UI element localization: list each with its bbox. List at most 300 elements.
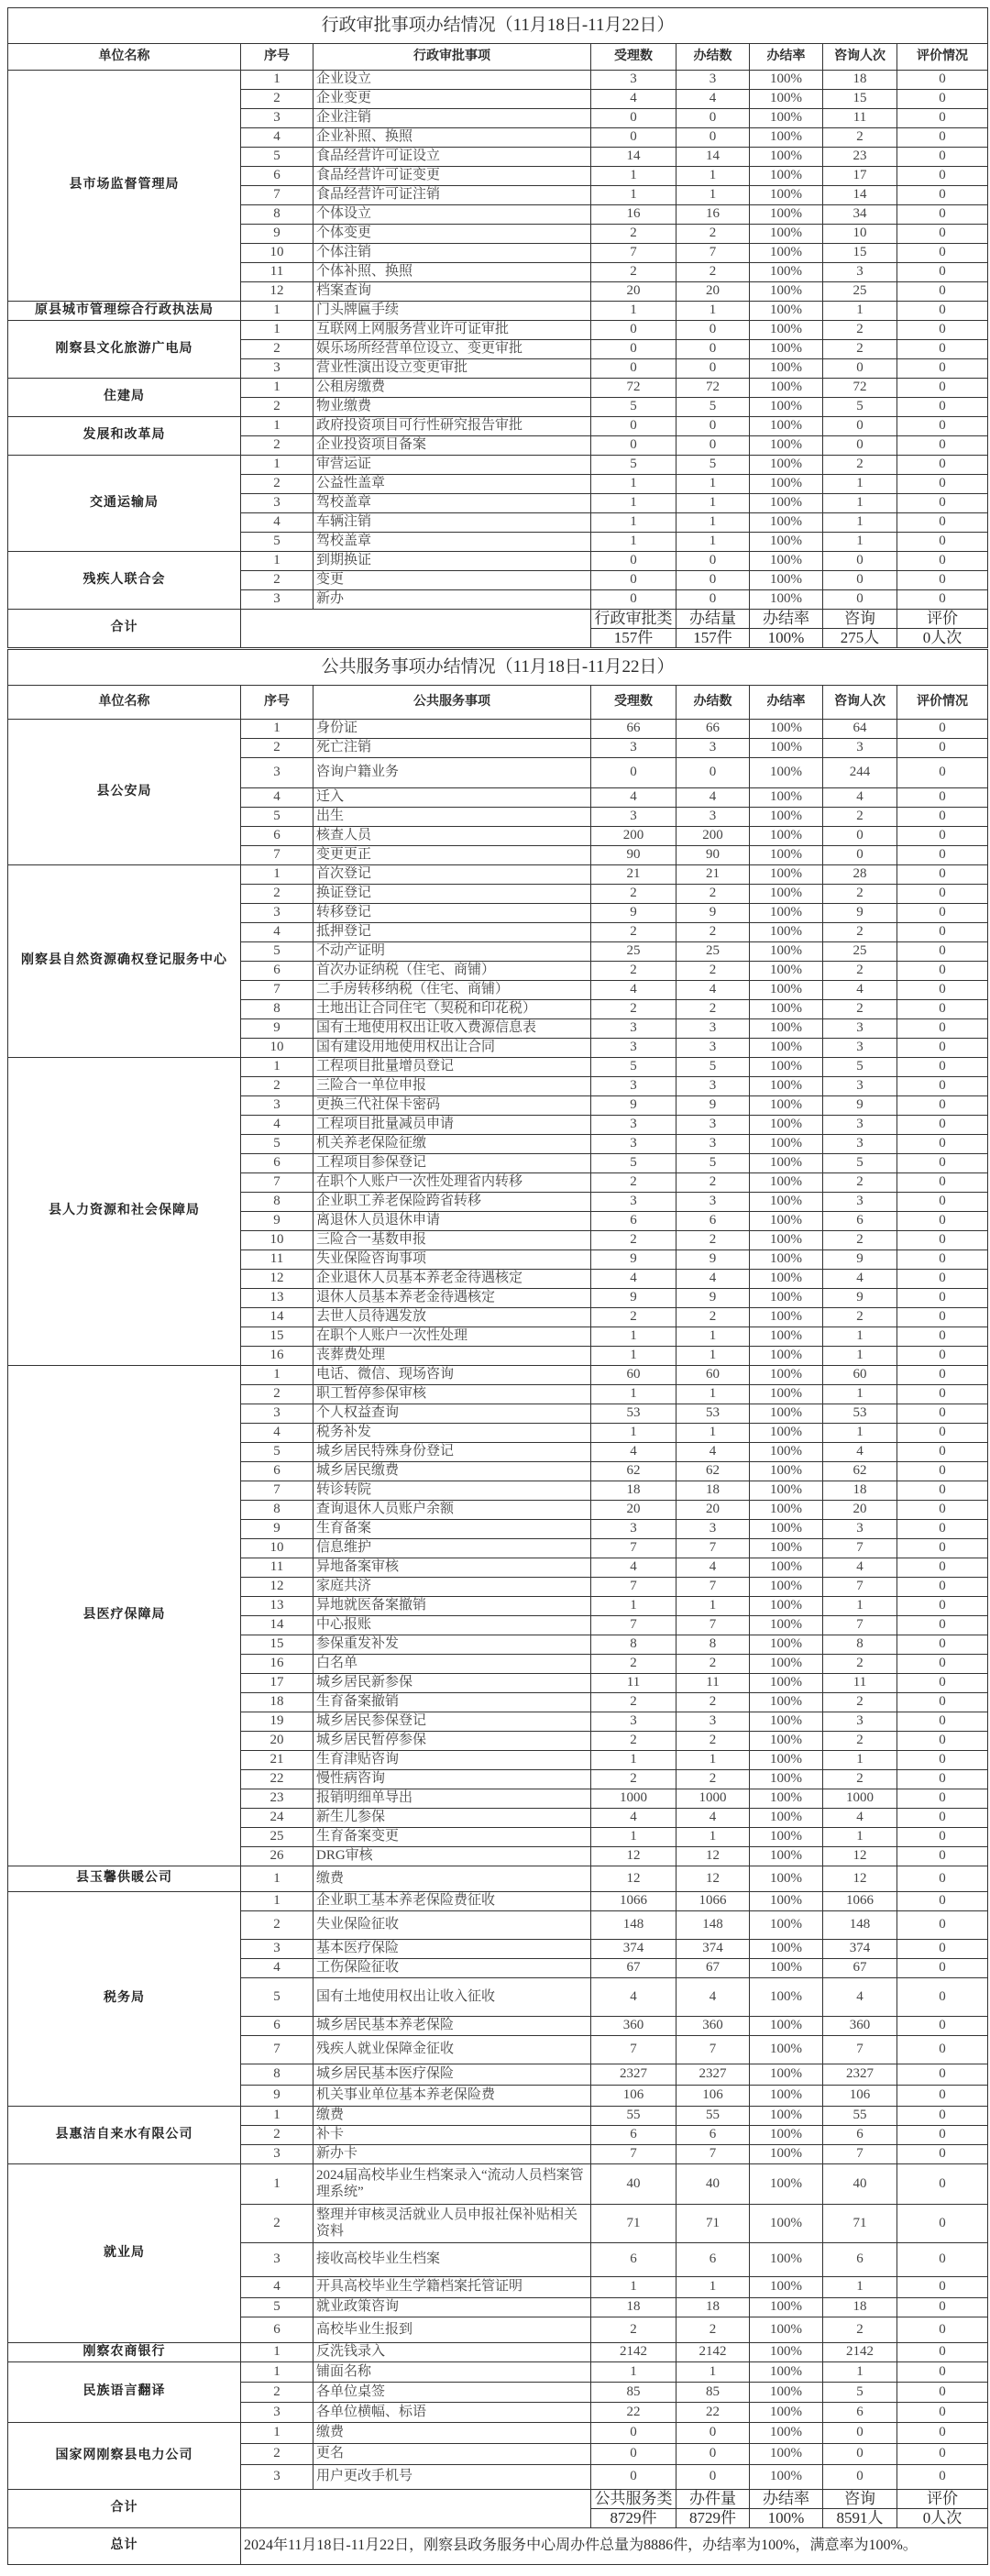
cell-completed: 20 — [676, 1501, 750, 1520]
cell-seq: 11 — [241, 1558, 314, 1578]
cell-item: 不动产证明 — [314, 942, 591, 962]
cell-item: 工伤保险征收 — [314, 1959, 591, 1978]
cell-item: 税务补发 — [314, 1424, 591, 1443]
cell-seq: 10 — [241, 1231, 314, 1250]
cell-consult: 53 — [823, 1404, 897, 1424]
cell-completed: 0 — [676, 552, 750, 571]
cell-rate: 100% — [750, 1135, 823, 1154]
cell-seq: 5 — [241, 1135, 314, 1154]
cell-item: 慢性病咨询 — [314, 1770, 591, 1789]
cell-accepted: 60 — [591, 1366, 676, 1385]
cell-rating: 0 — [897, 1116, 988, 1135]
cell-accepted: 55 — [591, 2107, 676, 2126]
cell-item: 缴费 — [314, 1866, 591, 1892]
total-subheader: 办结率 — [750, 610, 823, 629]
cell-rate: 100% — [750, 2444, 823, 2465]
cell-rate: 100% — [750, 90, 823, 109]
cell-item: 城乡居民特殊身份登记 — [314, 1443, 591, 1462]
cell-seq: 13 — [241, 1289, 314, 1308]
cell-accepted: 1 — [591, 475, 676, 494]
cell-completed: 7 — [676, 2036, 750, 2064]
cell-accepted: 71 — [591, 2205, 676, 2243]
cell-seq: 22 — [241, 1770, 314, 1789]
cell-consult: 5 — [823, 2383, 897, 2403]
cell-consult: 1 — [823, 1327, 897, 1347]
cell-accepted: 0 — [591, 436, 676, 456]
cell-consult: 7 — [823, 1539, 897, 1558]
cell-rating: 0 — [897, 1424, 988, 1443]
cell-rating: 0 — [897, 71, 988, 90]
cell-accepted: 2 — [591, 1732, 676, 1751]
total-value: 8591人 — [823, 2509, 897, 2528]
cell-rating: 0 — [897, 398, 988, 417]
cell-consult: 2 — [823, 1000, 897, 1019]
cell-completed: 2 — [676, 962, 750, 981]
cell-consult: 4 — [823, 981, 897, 1000]
cell-completed: 0 — [676, 109, 750, 128]
column-header: 评价情况 — [897, 686, 988, 720]
cell-consult: 34 — [823, 205, 897, 225]
cell-consult: 2 — [823, 2317, 897, 2343]
cell-rate: 100% — [750, 1558, 823, 1578]
cell-completed: 148 — [676, 1911, 750, 1940]
cell-accepted: 1 — [591, 1385, 676, 1404]
cell-completed: 14 — [676, 148, 750, 167]
cell-seq: 2 — [241, 2444, 314, 2465]
cell-consult: 2 — [823, 1655, 897, 1674]
cell-completed: 2 — [676, 1770, 750, 1789]
cell-item: 企业退休人员基本养老金待遇核定 — [314, 1270, 591, 1289]
cell-seq: 14 — [241, 1308, 314, 1327]
cell-item: 互联网上网服务营业许可证审批 — [314, 321, 591, 340]
cell-accepted: 66 — [591, 720, 676, 739]
cell-rating: 0 — [897, 1058, 988, 1077]
cell-accepted: 1 — [591, 302, 676, 321]
cell-rating: 0 — [897, 2423, 988, 2444]
cell-item: 抵押登记 — [314, 923, 591, 942]
cell-seq: 3 — [241, 2243, 314, 2277]
cell-item: 公益性盖章 — [314, 475, 591, 494]
cell-rate: 100% — [750, 1231, 823, 1250]
cell-consult: 72 — [823, 379, 897, 398]
column-header: 办结率 — [750, 686, 823, 720]
table-row — [8, 1366, 988, 1385]
cell-accepted: 7 — [591, 2036, 676, 2064]
cell-rate: 100% — [750, 2086, 823, 2107]
cell-consult: 28 — [823, 865, 897, 885]
cell-accepted: 7 — [591, 1539, 676, 1558]
cell-item: 丧葬费处理 — [314, 1347, 591, 1366]
cell-accepted: 5 — [591, 398, 676, 417]
cell-item: 个体补照、换照 — [314, 263, 591, 282]
cell-accepted: 2 — [591, 885, 676, 904]
cell-accepted: 1 — [591, 1327, 676, 1347]
cell-completed: 67 — [676, 1959, 750, 1978]
cell-rate: 100% — [750, 1732, 823, 1751]
cell-rating: 0 — [897, 494, 988, 513]
cell-rating: 0 — [897, 1911, 988, 1940]
cell-consult: 5 — [823, 1154, 897, 1173]
cell-seq: 3 — [241, 2403, 314, 2423]
cell-rate: 100% — [750, 494, 823, 513]
cell-accepted: 9 — [591, 1250, 676, 1270]
column-header: 受理数 — [591, 44, 676, 71]
cell-seq: 1 — [241, 2343, 314, 2362]
cell-completed: 0 — [676, 128, 750, 148]
cell-item: 企业注销 — [314, 109, 591, 128]
cell-rate: 100% — [750, 1039, 823, 1058]
cell-seq: 2 — [241, 436, 314, 456]
cell-consult: 3 — [823, 263, 897, 282]
cell-seq: 1 — [241, 456, 314, 475]
cell-consult: 3 — [823, 1116, 897, 1135]
cell-rate: 100% — [750, 1366, 823, 1385]
cell-item: 政府投资项目可行性研究报告审批 — [314, 417, 591, 436]
total-subheader: 公共服务类 — [591, 2490, 676, 2509]
cell-accepted: 6 — [591, 2243, 676, 2277]
cell-rate: 100% — [750, 456, 823, 475]
cell-item: 职工暂停参保审核 — [314, 1385, 591, 1404]
cell-rating: 0 — [897, 827, 988, 846]
cell-consult: 2327 — [823, 2064, 897, 2086]
cell-item: 补卡 — [314, 2126, 591, 2145]
cell-rating: 0 — [897, 1000, 988, 1019]
cell-accepted: 148 — [591, 1911, 676, 1940]
cell-accepted: 3 — [591, 1019, 676, 1039]
cell-accepted: 9 — [591, 1289, 676, 1308]
cell-rating: 0 — [897, 2465, 988, 2490]
cell-completed: 5 — [676, 1058, 750, 1077]
cell-rate: 100% — [750, 417, 823, 436]
cell-consult: 4 — [823, 1443, 897, 1462]
cell-consult: 1 — [823, 1424, 897, 1443]
cell-accepted: 4 — [591, 1978, 676, 2017]
cell-item: 换证登记 — [314, 885, 591, 904]
cell-seq: 7 — [241, 1173, 314, 1193]
cell-consult: 0 — [823, 590, 897, 610]
cell-consult: 17 — [823, 167, 897, 186]
cell-completed: 7 — [676, 1578, 750, 1597]
cell-rate: 100% — [750, 1347, 823, 1366]
cell-completed: 62 — [676, 1462, 750, 1481]
cell-item: 城乡居民参保登记 — [314, 1712, 591, 1732]
cell-completed: 3 — [676, 71, 750, 90]
admin-approval-table — [7, 7, 988, 648]
cell-rating: 0 — [897, 1019, 988, 1039]
cell-accepted: 0 — [591, 359, 676, 379]
cell-seq: 2 — [241, 885, 314, 904]
cell-rate: 100% — [750, 359, 823, 379]
cell-accepted: 67 — [591, 1959, 676, 1978]
cell-completed: 4 — [676, 1978, 750, 2017]
cell-completed: 8 — [676, 1635, 750, 1655]
cell-seq: 4 — [241, 128, 314, 148]
cell-completed: 71 — [676, 2205, 750, 2243]
cell-rating: 0 — [897, 340, 988, 359]
cell-rate: 100% — [750, 148, 823, 167]
table-row — [8, 321, 988, 340]
table-row — [8, 2164, 988, 2205]
cell-rate: 100% — [750, 1250, 823, 1270]
cell-consult: 12 — [823, 1866, 897, 1892]
cell-seq: 3 — [241, 904, 314, 923]
cell-rate: 100% — [750, 720, 823, 739]
cell-rate: 100% — [750, 1462, 823, 1481]
cell-consult: 1000 — [823, 1789, 897, 1809]
total-subheader: 评价 — [897, 2490, 988, 2509]
cell-rating: 0 — [897, 2383, 988, 2403]
cell-consult: 2 — [823, 1693, 897, 1712]
cell-item: 用户更改手机号 — [314, 2465, 591, 2490]
cell-seq: 2 — [241, 739, 314, 758]
total-subheader: 行政审批类 — [591, 610, 676, 629]
unit-name: 县玉馨供暖公司 — [8, 1866, 241, 1892]
cell-seq: 19 — [241, 1712, 314, 1732]
cell-rate: 100% — [750, 1959, 823, 1978]
cell-rating: 0 — [897, 1404, 988, 1424]
cell-rate: 100% — [750, 186, 823, 205]
column-header: 受理数 — [591, 686, 676, 720]
cell-item: 高校毕业生报到 — [314, 2317, 591, 2343]
cell-completed: 4 — [676, 981, 750, 1000]
cell-rate: 100% — [750, 1501, 823, 1520]
cell-accepted: 0 — [591, 340, 676, 359]
cell-accepted: 106 — [591, 2086, 676, 2107]
cell-item: 工程项目参保登记 — [314, 1154, 591, 1173]
cell-consult: 4 — [823, 1809, 897, 1828]
cell-seq: 24 — [241, 1809, 314, 1828]
cell-completed: 66 — [676, 720, 750, 739]
cell-consult: 2 — [823, 808, 897, 827]
cell-consult: 3 — [823, 1077, 897, 1096]
cell-item: 缴费 — [314, 2423, 591, 2444]
cell-accepted: 8 — [591, 1635, 676, 1655]
cell-item: 土地出让合同住宅（契税和印花税） — [314, 1000, 591, 1019]
cell-accepted: 1 — [591, 167, 676, 186]
cell-completed: 3 — [676, 808, 750, 827]
cell-consult: 3 — [823, 1019, 897, 1039]
cell-rate: 100% — [750, 1173, 823, 1193]
table-row — [8, 2423, 988, 2444]
cell-accepted: 22 — [591, 2403, 676, 2423]
cell-accepted: 2 — [591, 263, 676, 282]
cell-consult: 1 — [823, 475, 897, 494]
cell-completed: 0 — [676, 436, 750, 456]
cell-completed: 5 — [676, 1154, 750, 1173]
cell-rate: 100% — [750, 571, 823, 590]
cell-rate: 100% — [750, 2317, 823, 2343]
cell-item: 整理并审核灵活就业人员申报社保补贴相关资料 — [314, 2205, 591, 2243]
cell-accepted: 3 — [591, 808, 676, 827]
cell-consult: 9 — [823, 904, 897, 923]
cell-rate: 100% — [750, 71, 823, 90]
cell-item: 更名 — [314, 2444, 591, 2465]
cell-rating: 0 — [897, 1558, 988, 1578]
cell-accepted: 2 — [591, 1693, 676, 1712]
cell-rating: 0 — [897, 1712, 988, 1732]
cell-consult: 2 — [823, 1231, 897, 1250]
cell-seq: 14 — [241, 1616, 314, 1635]
cell-seq: 4 — [241, 1116, 314, 1135]
cell-consult: 2 — [823, 1173, 897, 1193]
cell-consult: 7 — [823, 2145, 897, 2164]
cell-accepted: 1066 — [591, 1892, 676, 1911]
cell-consult: 5 — [823, 1058, 897, 1077]
cell-seq: 5 — [241, 808, 314, 827]
cell-accepted: 2 — [591, 225, 676, 244]
cell-consult: 1 — [823, 533, 897, 552]
cell-seq: 2 — [241, 1385, 314, 1404]
cell-consult: 0 — [823, 827, 897, 846]
cell-seq: 26 — [241, 1847, 314, 1866]
cell-accepted: 200 — [591, 827, 676, 846]
cell-consult: 60 — [823, 1366, 897, 1385]
cell-rate: 100% — [750, 2164, 823, 2205]
cell-seq: 1 — [241, 2362, 314, 2383]
cell-consult: 2 — [823, 1770, 897, 1789]
cell-item: 失业保险咨询事项 — [314, 1250, 591, 1270]
cell-item: 异地备案审核 — [314, 1558, 591, 1578]
cell-accepted: 85 — [591, 2383, 676, 2403]
cell-completed: 9 — [676, 1096, 750, 1116]
cell-seq: 12 — [241, 1578, 314, 1597]
cell-consult: 7 — [823, 1578, 897, 1597]
cell-completed: 2 — [676, 1173, 750, 1193]
cell-rate: 100% — [750, 1212, 823, 1231]
total-blank — [241, 2490, 591, 2528]
cell-seq: 3 — [241, 2465, 314, 2490]
cell-seq: 3 — [241, 758, 314, 788]
cell-accepted: 25 — [591, 942, 676, 962]
cell-accepted: 3 — [591, 1193, 676, 1212]
cell-consult: 1 — [823, 494, 897, 513]
cell-item: 城乡居民新参保 — [314, 1674, 591, 1693]
cell-rate: 100% — [750, 2298, 823, 2317]
cell-accepted: 2 — [591, 2317, 676, 2343]
cell-rate: 100% — [750, 827, 823, 846]
cell-consult: 11 — [823, 1674, 897, 1693]
cell-item: 驾校盖章 — [314, 533, 591, 552]
cell-seq: 2 — [241, 2126, 314, 2145]
cell-completed: 9 — [676, 1289, 750, 1308]
column-header: 评价情况 — [897, 44, 988, 71]
cell-rate: 100% — [750, 1751, 823, 1770]
total-blank — [241, 610, 591, 648]
cell-seq: 16 — [241, 1655, 314, 1674]
cell-rate: 100% — [750, 962, 823, 981]
cell-rate: 100% — [750, 109, 823, 128]
cell-rating: 0 — [897, 904, 988, 923]
cell-seq: 2 — [241, 398, 314, 417]
cell-item: 参保重发补发 — [314, 1635, 591, 1655]
cell-accepted: 5 — [591, 456, 676, 475]
cell-rating: 0 — [897, 1347, 988, 1366]
cell-rating: 0 — [897, 981, 988, 1000]
cell-item: 个体变更 — [314, 225, 591, 244]
cell-seq: 6 — [241, 962, 314, 981]
cell-item: 城乡居民基本养老保险 — [314, 2017, 591, 2036]
cell-item: 生育备案 — [314, 1520, 591, 1539]
cell-rating: 0 — [897, 1847, 988, 1866]
cell-completed: 1 — [676, 167, 750, 186]
cell-rate: 100% — [750, 1635, 823, 1655]
cell-rate: 100% — [750, 1828, 823, 1847]
cell-item: 开具高校毕业生学籍档案托管证明 — [314, 2277, 591, 2298]
cell-item: 死亡注销 — [314, 739, 591, 758]
cell-rate: 100% — [750, 340, 823, 359]
total-value: 100% — [750, 629, 823, 648]
cell-rating: 0 — [897, 788, 988, 808]
cell-item: 国有建设用地使用权出让合同 — [314, 1039, 591, 1058]
unit-name: 残疾人联合会 — [8, 552, 241, 610]
cell-consult: 374 — [823, 1940, 897, 1959]
cell-seq: 3 — [241, 494, 314, 513]
cell-seq: 2 — [241, 90, 314, 109]
table-title: 行政审批事项办结情况（11月18日-11月22日） — [8, 8, 988, 44]
cell-rate: 100% — [750, 1520, 823, 1539]
cell-completed: 1 — [676, 302, 750, 321]
total-subheader: 办结率 — [750, 2490, 823, 2509]
cell-accepted: 9 — [591, 904, 676, 923]
total-value: 8729件 — [676, 2509, 750, 2528]
cell-accepted: 7 — [591, 1616, 676, 1635]
total-row — [8, 610, 988, 629]
title-row — [8, 650, 988, 686]
cell-completed: 3 — [676, 1135, 750, 1154]
cell-consult: 4 — [823, 1270, 897, 1289]
cell-item: 食品经营许可证设立 — [314, 148, 591, 167]
cell-accepted: 1 — [591, 1597, 676, 1616]
cell-rating: 0 — [897, 1096, 988, 1116]
cell-consult: 360 — [823, 2017, 897, 2036]
table-row — [8, 552, 988, 571]
cell-completed: 2 — [676, 1308, 750, 1327]
cell-completed: 1 — [676, 1347, 750, 1366]
cell-completed: 40 — [676, 2164, 750, 2205]
cell-consult: 10 — [823, 225, 897, 244]
cell-rating: 0 — [897, 244, 988, 263]
cell-rating: 0 — [897, 1077, 988, 1096]
cell-seq: 2 — [241, 571, 314, 590]
cell-rate: 100% — [750, 128, 823, 148]
cell-item: 铺面名称 — [314, 2362, 591, 2383]
cell-accepted: 1 — [591, 1347, 676, 1366]
cell-consult: 20 — [823, 1501, 897, 1520]
cell-completed: 55 — [676, 2107, 750, 2126]
cell-rating: 0 — [897, 2298, 988, 2317]
cell-rate: 100% — [750, 282, 823, 302]
cell-rating: 0 — [897, 1959, 988, 1978]
cell-consult: 3 — [823, 1039, 897, 1058]
header-row — [8, 44, 988, 71]
cell-accepted: 0 — [591, 109, 676, 128]
cell-consult: 3 — [823, 1712, 897, 1732]
cell-item: 信息维护 — [314, 1539, 591, 1558]
cell-item: 电话、微信、现场咨询 — [314, 1366, 591, 1385]
cell-seq: 9 — [241, 225, 314, 244]
cell-rating: 0 — [897, 552, 988, 571]
cell-accepted: 2327 — [591, 2064, 676, 2086]
cell-item: 食品经营许可证变更 — [314, 167, 591, 186]
cell-rating: 0 — [897, 942, 988, 962]
cell-seq: 6 — [241, 1462, 314, 1481]
column-header: 咨询人次 — [823, 686, 897, 720]
cell-item: 家庭共济 — [314, 1578, 591, 1597]
cell-accepted: 1 — [591, 2277, 676, 2298]
cell-accepted: 4 — [591, 788, 676, 808]
cell-consult: 1 — [823, 1385, 897, 1404]
unit-name: 县市场监督管理局 — [8, 71, 241, 302]
